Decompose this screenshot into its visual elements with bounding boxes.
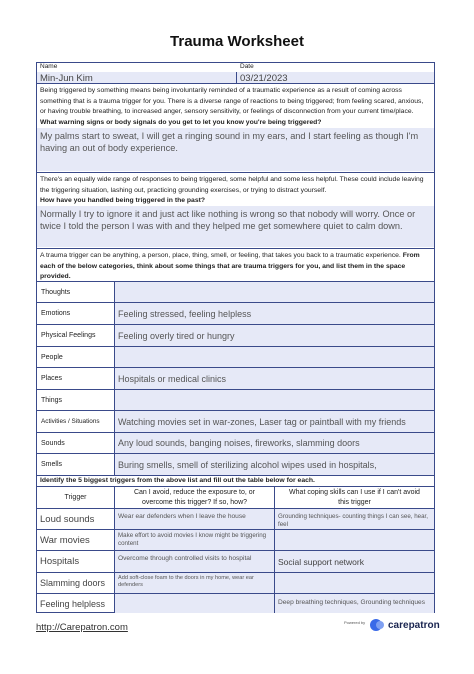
table-row bbox=[37, 509, 434, 530]
avoid-value[interactable] bbox=[115, 594, 274, 598]
avoid-value[interactable]: Wear ear defenders when I leave the house bbox=[118, 513, 246, 520]
warning-signs-text: Being triggered by something means being involuntarily reminded of a traumatic experience as a result of coming across something that is a trauma trigger for you. There is a diverse range of reactions to being triggered; from feeling scared, anxious, or having trouble breathing, to increased anger, sensory sensitivity, or feelings of disconnection from your current time/place. What warning signs or body signals do you get to let you know you're being triggered? bbox=[40, 87, 424, 126]
category-value[interactable]: Any loud sounds, banging noises, fireworks, slamming doors bbox=[115, 433, 434, 453]
carepatron-logo bbox=[370, 619, 440, 631]
category-row bbox=[37, 433, 434, 454]
col-coping-header: What coping skills can I use if I can't avoid this trigger bbox=[289, 489, 420, 506]
coping-value[interactable]: Grounding techniques- counting things I can see, hear, feel bbox=[278, 513, 428, 528]
coping-cell bbox=[275, 509, 434, 529]
coping-cell bbox=[275, 573, 434, 593]
coping-cell bbox=[275, 530, 434, 550]
avoid-cell bbox=[115, 530, 275, 550]
category-name: Smells bbox=[37, 454, 115, 475]
avoid-cell bbox=[115, 551, 275, 572]
page-title: Trauma Worksheet bbox=[170, 33, 304, 50]
category-row bbox=[37, 411, 434, 433]
past-handling-question: How have you handled being triggered in the past? bbox=[40, 197, 206, 204]
category-name: Thoughts bbox=[37, 282, 115, 302]
carepatron-link[interactable]: http://Carepatron.com bbox=[36, 622, 128, 633]
trigger-cell bbox=[37, 509, 115, 529]
category-row bbox=[37, 347, 434, 368]
category-name: People bbox=[37, 347, 115, 367]
name-label: Name bbox=[37, 63, 237, 72]
table-row bbox=[37, 594, 434, 613]
table-row bbox=[37, 573, 434, 594]
name-value: Min-Jun Kim bbox=[40, 73, 93, 84]
col-avoid-header: Can I avoid, reduce the exposure to, or overcome this trigger? If so, how? bbox=[115, 487, 275, 508]
category-value[interactable]: Hospitals or medical clinics bbox=[115, 368, 434, 389]
avoid-cell bbox=[115, 594, 275, 613]
trigger-value[interactable]: Feeling helpless bbox=[40, 598, 106, 609]
avoid-value[interactable]: Add soft-close foam to the doors in my home, wear ear defenders bbox=[118, 575, 254, 588]
warning-signs-section bbox=[37, 84, 434, 173]
category-name: Sounds bbox=[37, 433, 115, 453]
category-name: Places bbox=[37, 368, 115, 389]
trigger-value[interactable]: War movies bbox=[40, 534, 90, 546]
trigger-value[interactable]: Hospitals bbox=[40, 556, 80, 567]
category-value[interactable]: Buring smells, smell of sterilizing alcohol wipes used in hospitals, bbox=[115, 454, 434, 475]
category-value[interactable] bbox=[115, 282, 434, 302]
date-value: 03/21/2023 bbox=[240, 73, 288, 84]
category-value[interactable] bbox=[115, 390, 434, 410]
past-handling-section bbox=[37, 173, 434, 249]
date-field[interactable] bbox=[237, 63, 434, 83]
avoid-value[interactable]: Make effort to avoid movies I know might be triggering content bbox=[118, 532, 267, 547]
col-trigger-header: Trigger bbox=[37, 487, 115, 508]
category-value[interactable] bbox=[115, 347, 434, 367]
category-value[interactable]: Feeling stressed, feeling helpless bbox=[115, 303, 434, 324]
trigger-value[interactable]: Slamming doors bbox=[40, 578, 106, 588]
category-name: Things bbox=[37, 390, 115, 410]
category-name: Physical Feelings bbox=[37, 325, 115, 346]
category-row bbox=[37, 282, 434, 303]
categories-instruction-text: A trauma trigger can be anything, a person, place, thing, smell, or feeling, that takes you back to a traumatic experience. From each of the below categories, think about some things that are trauma triggers for you, and list them in the space provided. bbox=[40, 252, 420, 280]
carepatron-logo-icon bbox=[370, 619, 382, 631]
powered-by-label: Powered by bbox=[344, 620, 366, 625]
category-row bbox=[37, 368, 434, 390]
avoid-value[interactable]: Overcome through controlled visits to hospital bbox=[118, 555, 252, 562]
table-row bbox=[37, 530, 434, 551]
category-row bbox=[37, 325, 434, 347]
table-row bbox=[37, 551, 434, 573]
category-name: Emotions bbox=[37, 303, 115, 324]
avoid-cell bbox=[115, 509, 275, 529]
table-header bbox=[37, 487, 434, 509]
coping-value[interactable]: Social support network bbox=[278, 556, 364, 567]
table-instruction bbox=[37, 476, 434, 487]
category-value[interactable]: Watching movies set in war-zones, Laser tag or paintball with my friends bbox=[115, 411, 434, 432]
trigger-cell bbox=[37, 594, 115, 613]
date-label: Date bbox=[237, 63, 434, 72]
coping-value[interactable]: Deep breathing techniques, Grounding techniques bbox=[278, 599, 425, 606]
category-value[interactable]: Feeling overly tired or hungry bbox=[115, 325, 434, 346]
coping-cell bbox=[275, 551, 434, 572]
trigger-cell bbox=[37, 530, 115, 550]
trigger-value[interactable]: Loud sounds bbox=[40, 513, 95, 525]
coping-cell bbox=[275, 594, 434, 613]
trigger-cell bbox=[37, 573, 115, 593]
categories-instruction bbox=[37, 249, 434, 282]
carepatron-logo-text: carepatron bbox=[388, 619, 440, 631]
category-row bbox=[37, 390, 434, 411]
trigger-cell bbox=[37, 551, 115, 572]
past-handling-answer[interactable]: Normally I try to ignore it and just act like nothing is wrong so that nobody will worry. Once or twice I told the person I was with and they helped me get somewhere quiet to calm down. bbox=[37, 206, 434, 247]
category-name: Activities / Situations bbox=[37, 411, 115, 432]
warning-signs-question: What warning signs or body signals do you get to let you know you're being triggered? bbox=[40, 118, 322, 126]
past-handling-text: There's an equally wide range of responses to being triggered, some helpful and some less helpful. These could include leaving the triggering situation, lashing out, practicing grounding exercises, or trying to distract yourself. How have you handled being triggered in the past? bbox=[40, 176, 424, 204]
coping-value[interactable] bbox=[275, 573, 434, 577]
avoid-cell bbox=[115, 573, 275, 593]
header-row bbox=[37, 63, 434, 84]
worksheet-frame bbox=[36, 62, 435, 613]
coping-value[interactable] bbox=[275, 530, 434, 534]
category-row bbox=[37, 303, 434, 325]
name-field[interactable] bbox=[37, 63, 237, 83]
warning-signs-answer[interactable]: My palms start to sweat, I will get a ringing sound in my ears, and I start feeling as though I'm having an out of body experience. bbox=[37, 128, 434, 171]
table-instruction-text: Identify the 5 biggest triggers from the above list and fill out the table below for each. bbox=[40, 477, 315, 484]
category-row bbox=[37, 454, 434, 476]
categories-question: From each of the below categories, think about some things that are trauma triggers for you, and list them in the space provided. bbox=[40, 252, 420, 280]
